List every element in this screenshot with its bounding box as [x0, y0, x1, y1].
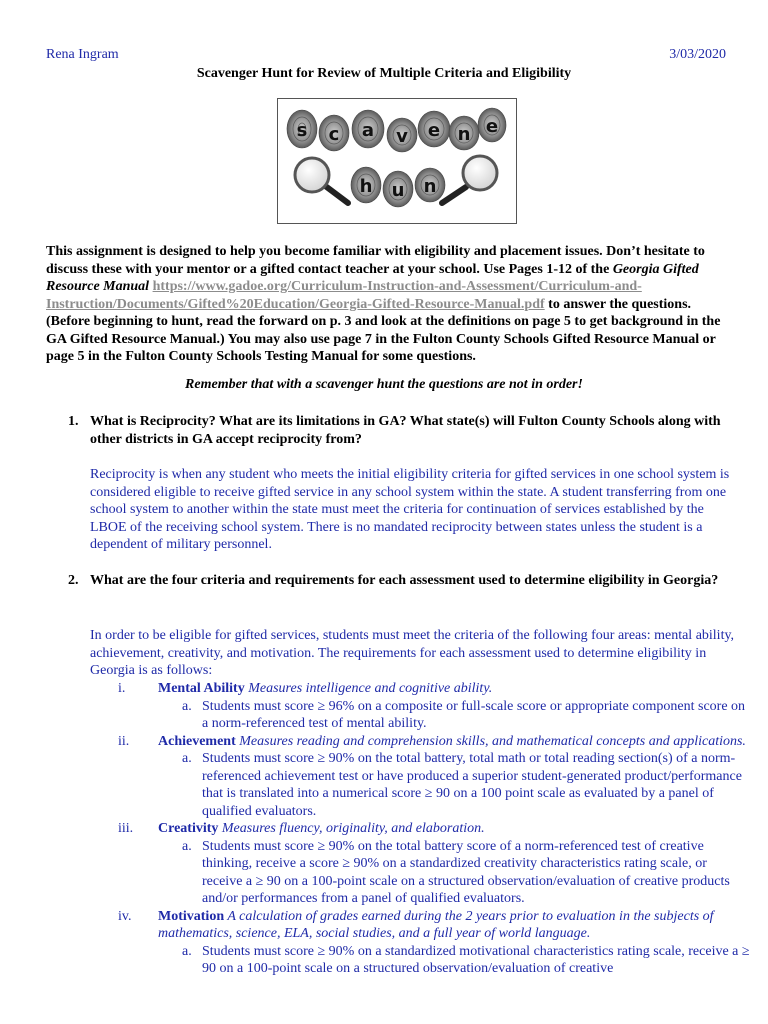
logo-letter: a	[361, 120, 375, 141]
sub-letter: a.	[182, 838, 192, 854]
logo-letter: v	[396, 126, 408, 147]
requirement-text: Students must score ≥ 90% on the total battery, total math or total reading section(s) of a norm-referenced achievement test or have produced a superior student-generated product/performance that is translated into a numerical score ≥ 90 on a 100 point scale as evaluated by a panel of qualified evaluators.	[202, 751, 742, 819]
sub-letter: a.	[182, 698, 192, 714]
logo-letter: s	[296, 120, 308, 141]
question-number: 1.	[68, 414, 79, 429]
criteria-requirement	[90, 838, 750, 908]
logo-letter: n	[457, 124, 471, 145]
intro-text-2: to answer the questions. (Before beginning to hunt, read the forward on p. 3 and look at the definitions on page 5 to get background in the GA Gifted Resource Manual.) You may also use page 7 in the Fulton County Schools Gifted Resource Manual or page 5 in the Fulton County Schools Testing Manual for some questions.	[46, 296, 721, 364]
roman-numeral: iv.	[118, 908, 132, 924]
criteria-name: Creativity	[158, 821, 219, 836]
criteria-name: Achievement	[158, 733, 236, 749]
logo-letter: e	[427, 120, 441, 141]
criteria-item	[90, 908, 750, 943]
criteria-description: A calculation of grades earned during the 2 years prior to evaluation in the subjects of mathematics, science, ELA, social studies, and a full year of world language.	[158, 908, 714, 941]
criteria-name: Motivation	[158, 908, 225, 924]
criteria-item	[90, 680, 750, 698]
criteria-name: Mental Ability	[158, 681, 245, 696]
scavenger-hunt-fingerprint-icon	[278, 99, 516, 223]
resource-manual-link[interactable]: https://www.gadoe.org/Curriculum-Instruction-and-Assessment/Curriculum-and-Instruction/Documents/Gifted%20Education/Georgia-Gifted-Resource-Manual.pdf	[46, 279, 642, 312]
magnifying-glass-icon	[295, 158, 348, 203]
criteria-item	[90, 733, 750, 751]
criteria-description: Measures reading and comprehension skills, and mathematical concepts and applications.	[235, 733, 746, 749]
roman-numeral: i.	[118, 681, 126, 696]
sub-letter: a.	[182, 943, 192, 959]
assignment-instructions	[46, 243, 736, 366]
question-number: 2.	[68, 573, 79, 588]
question-2	[68, 572, 748, 590]
reminder-note: Remember that with a scavenger hunt the questions are not in order!	[185, 377, 583, 392]
logo-letter: u	[391, 180, 405, 201]
scavenger-hunt-logo	[277, 98, 517, 224]
criteria-requirement	[90, 750, 750, 820]
manual-title: Georgia Gifted Resource Manual	[46, 261, 699, 294]
requirement-text: Students must score ≥ 90% on the total battery score of a norm-referenced test of creative thinking, receive a score ≥ 90% on a standardized creativity characteristics rating scale, or receive a ≥ 90 on a 100-point scale on a structured observation/evaluation of creative products and/or performances from a panel of qualified evaluators.	[202, 838, 730, 906]
criteria-list	[90, 680, 750, 978]
author-name: Rena Ingram	[46, 47, 119, 62]
roman-numeral: iii.	[118, 821, 134, 836]
criteria-item	[90, 820, 750, 838]
logo-letter: n	[423, 176, 437, 197]
intro-text-1: This assignment is designed to help you become familiar with eligibility and placement issues. Don’t hesitate to discuss these with your mentor or a gifted contact teacher at your school. Use Pages 1-12 of the	[46, 244, 705, 277]
answer-2-intro: In order to be eligible for gifted services, students must meet the criteria of the following four areas: mental ability, achievement, creativity, and motivation. The requirements for each assessment used to determine eligibility in Georgia is as follows:	[90, 628, 735, 678]
requirement-text: Students must score ≥ 90% on a standardized motivational characteristics rating scale, receive a ≥ 90 on a 100-point scale on a structured observation/evaluation of creative	[202, 943, 750, 976]
logo-letter: h	[359, 176, 373, 197]
logo-letter: e	[485, 116, 499, 137]
requirement-text: Students must score ≥ 96% on a composite or full-scale score or appropriate component score on a norm-referenced test of mental ability.	[202, 698, 746, 731]
question-1	[68, 413, 748, 449]
question-text: What is Reciprocity? What are its limitations in GA? What state(s) will Fulton County Schools along with other districts in GA accept reciprocity from?	[90, 414, 721, 447]
document-date: 3/03/2020	[669, 47, 726, 62]
sub-letter: a.	[182, 751, 192, 766]
logo-letter: c	[328, 124, 340, 145]
document-title: Scavenger Hunt for Review of Multiple Criteria and Eligibility	[196, 66, 572, 81]
criteria-description: Measures intelligence and cognitive ability.	[244, 681, 493, 696]
question-text: What are the four criteria and requirements for each assessment used to determine eligibility in Georgia?	[90, 573, 719, 588]
criteria-requirement	[90, 698, 750, 733]
magnifying-glass-icon	[442, 156, 497, 203]
criteria-requirement	[90, 943, 750, 978]
criteria-description: Measures fluency, originality, and elaboration.	[218, 821, 485, 836]
answer-1: Reciprocity is when any student who meets the initial eligibility criteria for gifted services in one school system is considered eligible to receive gifted service in any school system within the state. A student transferring from one school system to another within the state must meet the criteria for continuation of services established by the LBOE of the receiving school system. There is no mandated reciprocity between states unless the student is a dependent of military personnel.	[90, 467, 730, 552]
roman-numeral: ii.	[118, 733, 130, 749]
